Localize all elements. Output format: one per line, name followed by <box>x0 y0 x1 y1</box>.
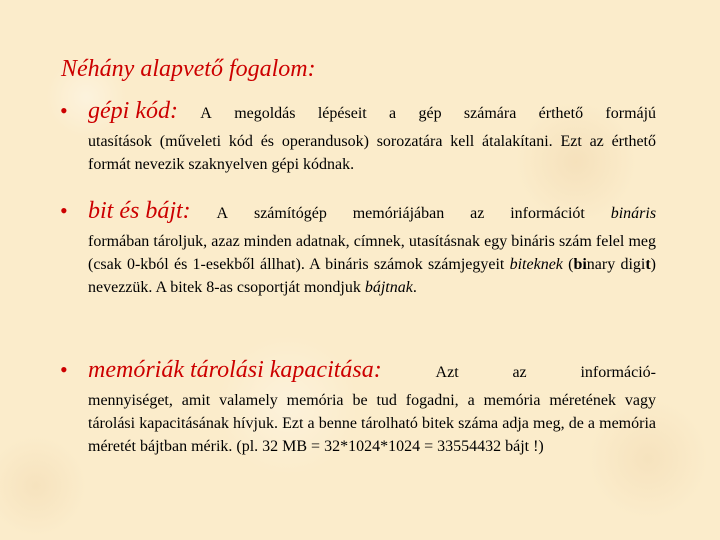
body-bold: t <box>645 256 651 273</box>
term-memoriak: memóriák tárolási kapacitása: <box>88 357 382 383</box>
term-bit-es-bajt: bit és bájt: <box>88 198 191 224</box>
head-word: A <box>216 205 229 222</box>
item-head <box>60 198 656 228</box>
head-word: memóriájában <box>352 205 445 222</box>
item-head <box>60 357 656 387</box>
head-word: formájú <box>605 105 657 122</box>
body-emphasis: biteknek <box>509 256 563 273</box>
bullet-icon: • <box>60 357 68 382</box>
head-word: gép <box>418 105 442 122</box>
list-item-bit-es-bajt <box>60 198 656 299</box>
head-word: lépéseit <box>317 105 367 122</box>
body-text: ( <box>562 256 574 273</box>
body-text: nary digi <box>586 256 646 273</box>
body-text: formában tároljuk, azaz minden adatnak, címnek, utasításnak egy bináris szám felel meg (csak 0-kból és 1-esekből állhat). A bináris számok számjegyeit <box>88 233 656 273</box>
item-body <box>88 130 656 176</box>
body-text: mennyiséget, amit valamely memória be tud fogadni, a memória méretének vagy tárolási kapacitásának hívjuk. Ezt a benne tárolható bitek száma adja meg, de a memória méretét bájtban mérik. (pl. 32 MB = 32*1024*1024 = 33554432 bájt !) <box>88 392 656 455</box>
head-word: érthető <box>538 105 584 122</box>
head-word: a <box>389 105 397 122</box>
head-word: számítógép <box>253 205 327 222</box>
list-item-gepi-kod <box>60 98 656 176</box>
bullet-icon: • <box>60 98 68 123</box>
head-word: megoldás <box>234 105 296 122</box>
head-word: az <box>470 205 485 222</box>
item-body <box>88 389 656 458</box>
head-word: számára <box>463 105 517 122</box>
item-head <box>60 98 656 128</box>
bullet-icon: • <box>60 198 68 223</box>
head-word: Azt <box>435 364 459 381</box>
body-text: . <box>412 279 417 296</box>
head-word: az <box>512 364 527 381</box>
body-bold: bi <box>573 256 587 273</box>
head-word: információt <box>510 205 585 222</box>
head-word: információ- <box>580 364 656 381</box>
head-word-italic: bináris <box>610 205 657 222</box>
term-gepi-kod: gépi kód: <box>88 98 178 124</box>
head-word: A <box>200 105 212 122</box>
body-emphasis: bájtnak <box>364 279 413 296</box>
body-text: utasítások (műveleti kód és operandusok) sorozatára kell átalakítani. Ezt az érthető formát nevezik szaknyelven gépi kódnak. <box>88 133 656 173</box>
list-item-memoriak <box>60 357 656 458</box>
item-body <box>88 230 656 299</box>
slide-title: Néhány alapvető fogalom: <box>61 56 316 82</box>
body-text: ) nevezzük. A bitek 8-as csoportját mondjuk <box>88 256 656 296</box>
